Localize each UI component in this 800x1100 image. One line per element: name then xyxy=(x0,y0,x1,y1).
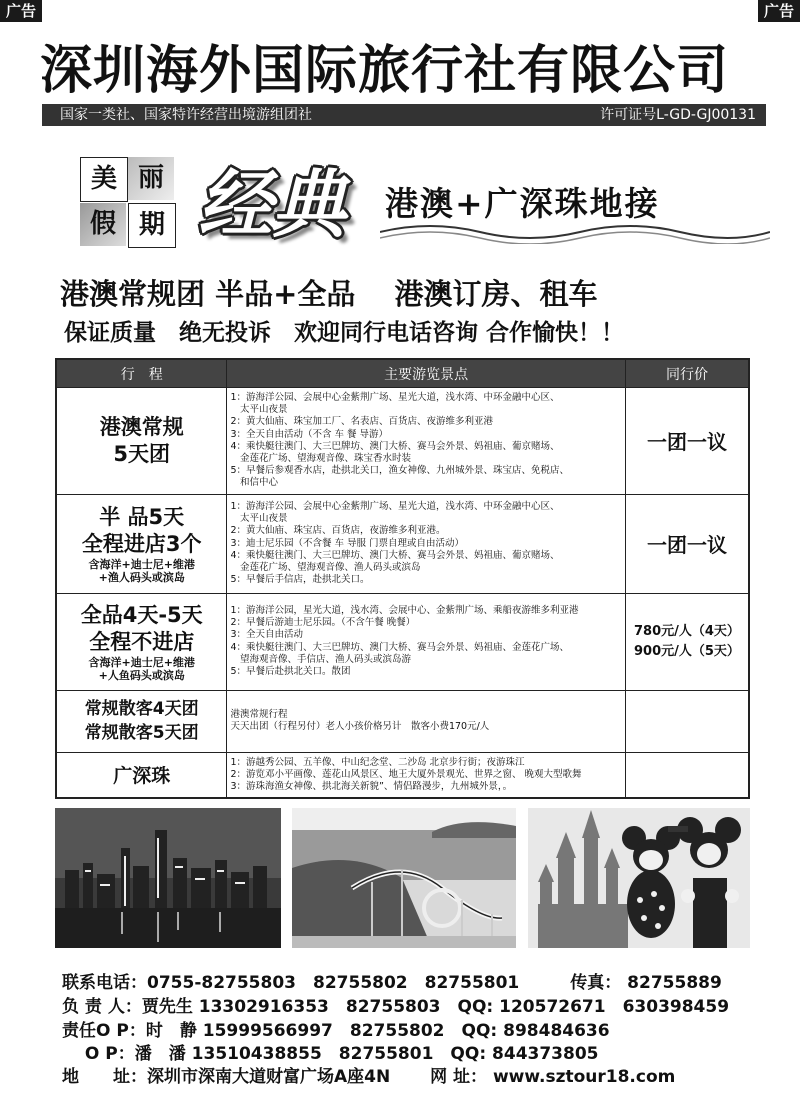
contact-label: 地 址： xyxy=(62,1067,147,1087)
contact-value: 潘 潘 13510438855 82755801 QQ: 844373805 xyxy=(134,1044,599,1064)
attraction-line: 2：游览邓小平画像、莲花山风景区、地王大厦外景观光、世界之窗、 晚观大型歌舞 xyxy=(230,768,582,780)
attraction-line: 1：游海洋公园、会展中心金紫荆广场、星光大道，浅水湾、中环金融中心区、 xyxy=(230,500,560,512)
subtitle-bar xyxy=(42,104,766,126)
contact-value: 时 静 15999566997 82755802 QQ: 898484636 xyxy=(145,1021,610,1041)
license-number: 许可证号L-GD-GJ00131 xyxy=(600,107,756,123)
price-cell xyxy=(625,752,749,798)
table-row xyxy=(56,494,749,593)
route-name-line: 港澳常规 xyxy=(99,414,184,439)
attraction-line: 太平山夜景 xyxy=(230,513,288,525)
price-5day: 900元/人（5天） xyxy=(633,643,740,659)
attraction-line: 金莲花广场、望海观音像、渔人码头或滨岛 xyxy=(230,561,421,573)
headline-guarantee: 保证质量 绝无投诉 欢迎同行电话咨询 合作愉快！！ xyxy=(64,320,625,346)
attraction-line: 3：全天自由活动（不含 车 餐 导游） xyxy=(230,428,389,440)
contact-label: 责任O P： xyxy=(62,1021,146,1041)
route-includes: +渔人码头或滨岛 xyxy=(98,570,185,584)
attraction-line: 4：乘快艇往澳门、大三巴牌坊、澳门大桥、赛马会外景、妈祖庙、金莲花广场、 xyxy=(230,641,569,653)
contact-label: 联系电话： xyxy=(62,973,147,993)
ad-tag-left: 广告 xyxy=(0,0,42,22)
contact-label: 负 责 人： xyxy=(62,997,142,1017)
contact-value: 贾先生 13302916353 82755803 QQ: 120572671 630398459 xyxy=(141,997,730,1017)
attraction-line: 港澳常规行程 xyxy=(230,708,288,720)
route-name-line: 5天团 xyxy=(113,441,171,466)
route-name-line: 全品4天-5天 xyxy=(80,602,203,627)
route-includes: +人鱼码头或滨岛 xyxy=(98,668,185,682)
price-cell: 一团一议 xyxy=(625,388,749,495)
attractions-cell xyxy=(227,593,625,690)
route-name-line: 常规散客4天团 xyxy=(84,699,199,720)
contact-op-2 xyxy=(62,1043,599,1065)
brand-char-1: 美 xyxy=(80,157,128,202)
route-name-line: 广深珠 xyxy=(113,765,171,788)
attraction-line: 2：黄大仙庙、珠宝店、百货店，夜游维多利亚港。 xyxy=(230,525,446,537)
attraction-line: 2：黄大仙庙、珠宝加工厂、名表店、百货店、夜游维多利亚港 xyxy=(230,416,493,428)
attractions-cell xyxy=(227,690,625,752)
attraction-line: 天天出团（行程另付）老人小孩价格另计 散客小费170元/人 xyxy=(230,721,490,733)
attractions-cell xyxy=(227,752,625,798)
table-header xyxy=(56,359,749,388)
header-price: 同行价 xyxy=(625,359,749,388)
brand-logo xyxy=(80,157,176,247)
contact-op-1 xyxy=(62,1020,610,1042)
table-row xyxy=(56,388,749,495)
contact-value: 0755-82755803 82755802 82755801 传真： 82755889 xyxy=(147,973,722,993)
brand-char-2: 丽 xyxy=(128,157,174,200)
attraction-line: 3：迪士尼乐园（不含餐 车 导服 门票自理或自由活动） xyxy=(230,537,465,549)
header-route: 行 程 xyxy=(56,359,227,388)
brand-char-4: 期 xyxy=(128,203,176,248)
attractions-cell xyxy=(227,494,625,593)
attraction-line: 3：全天自由活动 xyxy=(230,629,303,641)
attraction-line: 3：游珠海渔女神像、拱北海关新貌”、情侣路漫步，九州城外景，。 xyxy=(230,781,513,793)
brand-char-3: 假 xyxy=(80,203,126,246)
attraction-line: 5：早餐后参观香水店，赴拱北关口，渔女神像、九州城外景、珠宝店、免税店、 xyxy=(230,465,569,477)
contact-phone xyxy=(62,972,722,994)
contact-address xyxy=(62,1066,675,1088)
contact-value: 深圳市深南大道财富广场A座4N 网 址： www.sztour18.com xyxy=(147,1067,676,1087)
table-row xyxy=(56,690,749,752)
attraction-line: 5：早餐后赴拱北关口。散团 xyxy=(230,666,351,678)
price-cell xyxy=(625,593,749,690)
header-attractions: 主要游览景点 xyxy=(227,359,625,388)
attraction-line: 1：游海洋公园、会展中心金紫荆广场、星光大道，浅水湾、中环金融中心区、 xyxy=(230,392,560,403)
attraction-line: 金莲花广场、望海观音像、珠宝香水时装 xyxy=(230,453,411,465)
price-cell xyxy=(625,690,749,752)
price-cell: 一团一议 xyxy=(625,494,749,593)
attraction-line: 4：乘快艇往澳门、大三巴牌坊、澳门大桥、赛马会外景、妈祖庙、葡京赌场、 xyxy=(230,440,560,452)
company-name: 深圳海外国际旅行社有限公司 xyxy=(40,40,730,101)
route-name xyxy=(56,593,227,690)
classic-title: 经典 xyxy=(198,162,346,248)
table-row xyxy=(56,593,749,690)
attraction-line: 太平山夜景 xyxy=(230,404,288,416)
subtitle-left: 国家一类社、国家特许经营出境游组团社 xyxy=(60,107,312,123)
route-name xyxy=(56,388,227,495)
wave-decoration xyxy=(380,222,770,244)
headline-services: 港澳常规团 半品+全品 港澳订房、租车 xyxy=(60,277,598,311)
route-includes: 含海洋+迪士尼+维港 xyxy=(88,655,195,669)
route-name-line: 半 品5天 xyxy=(99,504,185,529)
attraction-line: 和信中心 xyxy=(230,477,278,489)
route-name xyxy=(56,690,227,752)
attraction-line: 5：早餐后手信店，赴拱北关口。 xyxy=(230,574,370,586)
price-4day: 780元/人（4天） xyxy=(633,623,740,639)
route-title: 港澳+广深珠地接 xyxy=(385,184,660,223)
photo-skyline xyxy=(55,808,281,948)
route-name-line: 常规散客5天团 xyxy=(84,723,199,744)
route-name-line: 全程不进店 xyxy=(89,629,195,654)
ad-tag-right: 广告 xyxy=(758,0,800,22)
attraction-line: 1：游海洋公园，星光大道，浅水湾、会展中心、金紫荆广场、乘船夜游维多利亚港 xyxy=(230,605,579,617)
photo-ocean-park xyxy=(292,808,516,948)
route-includes: 含海洋+迪士尼+维港 xyxy=(88,557,195,571)
attraction-line: 2：早餐后游迪士尼乐园。（不含午餐 晚餐） xyxy=(230,617,416,629)
contact-manager xyxy=(62,996,729,1018)
route-name-line: 全程进店3个 xyxy=(81,531,202,556)
attractions-cell xyxy=(227,388,625,495)
attraction-line: 1：游越秀公园、五羊像、中山纪念堂、二沙岛 北京步行街；夜游珠江 xyxy=(230,756,525,768)
table-row xyxy=(56,752,749,798)
photo-disneyland xyxy=(528,808,750,948)
contact-label: O P： xyxy=(62,1044,135,1064)
route-name xyxy=(56,752,227,798)
itinerary-table xyxy=(55,358,750,799)
attraction-line: 望海观音像、手信店、渔人码头或滨岛游 xyxy=(230,653,411,665)
attraction-line: 4：乘快艇往澳门、大三巴牌坊、澳门大桥、赛马会外景、妈祖庙、葡京赌场、 xyxy=(230,549,560,561)
route-name xyxy=(56,494,227,593)
